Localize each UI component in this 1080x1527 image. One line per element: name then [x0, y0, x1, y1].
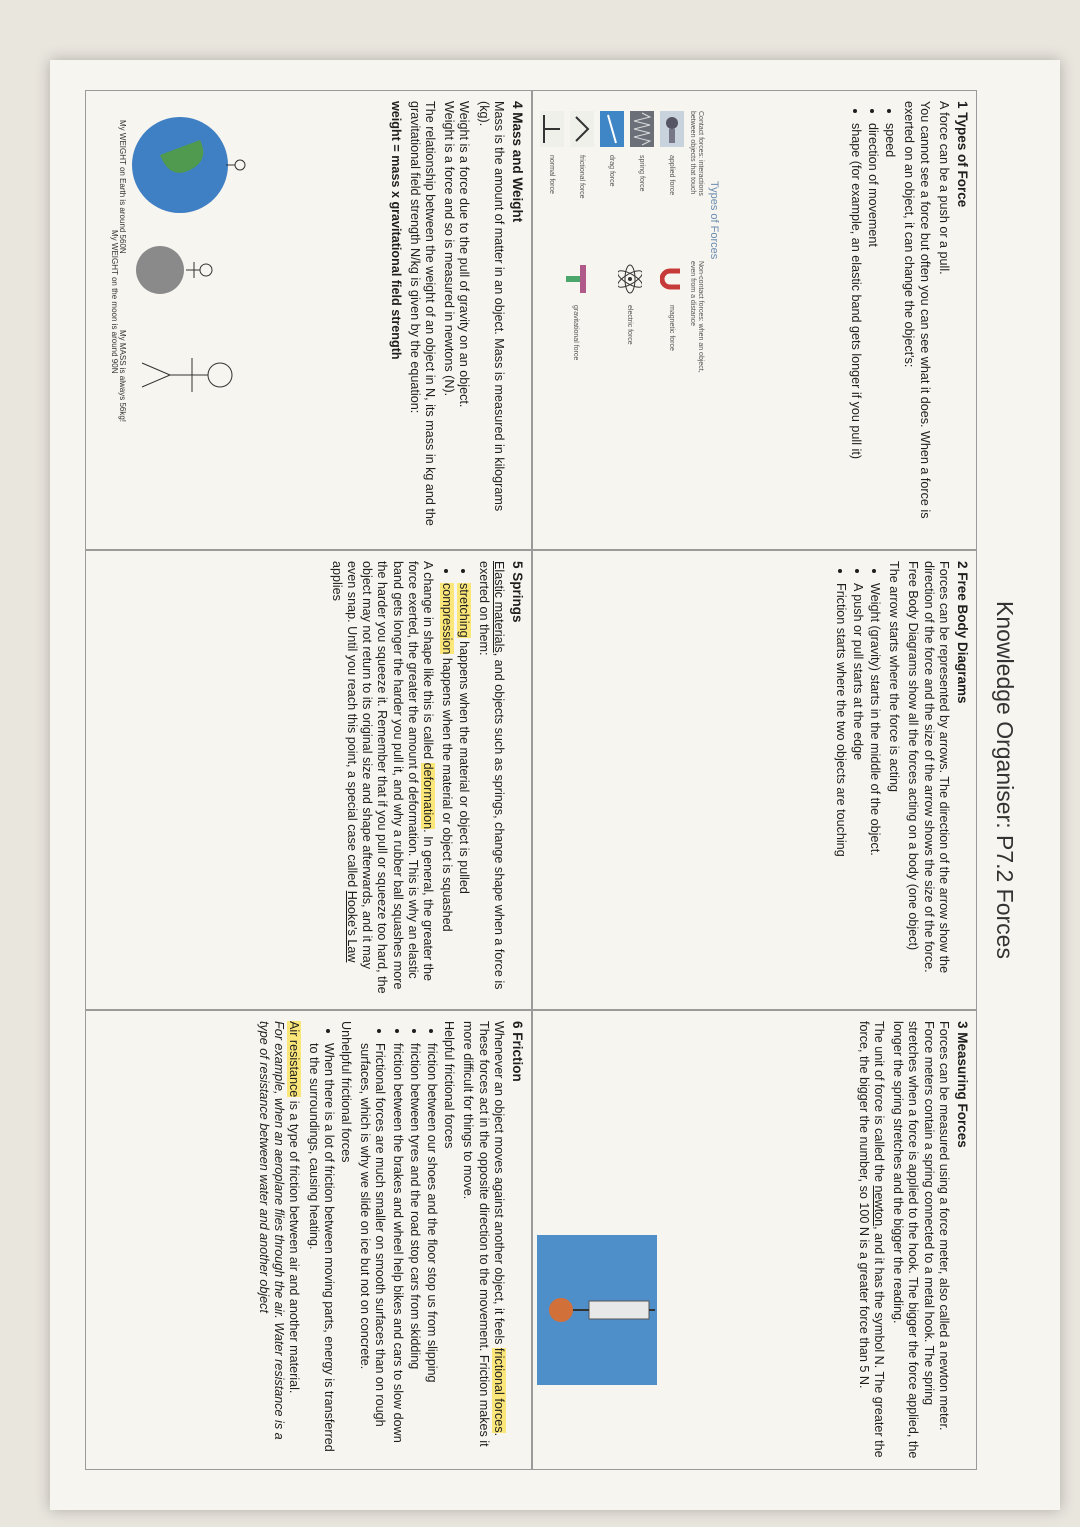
list-item: • direction of movement — [865, 123, 880, 539]
frictional-forces-term: frictional forces — [491, 1347, 506, 1433]
air-resistance-text — [286, 1021, 301, 1459]
person-on-moon-icon — [186, 262, 212, 278]
unit-text — [856, 1021, 886, 1459]
section-heading: 2 Free Body Diagrams — [955, 561, 970, 704]
hookes-law-term: Hooke's Law — [344, 890, 359, 963]
section-heading: 1 Types of Force — [955, 101, 970, 208]
atom-icon — [618, 261, 642, 297]
deformation-term: deformation — [420, 762, 435, 830]
applied-force-icon — [660, 111, 684, 147]
section-heading: 4 Mass and Weight — [510, 101, 525, 223]
unhelpful-heading: Unhelpful frictional forces — [338, 1021, 353, 1163]
contact-row-normal — [536, 111, 564, 251]
gravity-icon — [564, 261, 588, 297]
contact-row-applied — [656, 111, 684, 251]
body-text: Forces can be represented by arrows. The direction of the arrow show the direction of the force and the size of the arrow shows the size of the force. Free Body Diagrams show all the forces acting on a body (one object) — [906, 561, 951, 974]
text-run: Whenever an object moves against another object, it feels — [491, 1021, 506, 1348]
weight-equation: weight = mass x gravitational field strength — [388, 101, 403, 360]
section-heading: 5 Springs — [510, 561, 525, 623]
drag-force-icon — [600, 111, 624, 147]
moon-weight-label: My WEIGHT on the moon is around 90N — [110, 230, 119, 374]
section-types-of-force — [532, 90, 977, 550]
chart-label: gravitational force — [572, 305, 579, 361]
mass-label: My MASS is always 56kg! — [118, 330, 127, 423]
weight-text-1: Weight is a force due to the pull of gravity on an object. — [457, 101, 472, 408]
section-free-body-diagrams — [532, 550, 977, 1010]
mass-text: Mass is the amount of matter in an object. Mass is measured in kilograms (kg). — [476, 101, 506, 512]
newton-term: newton — [871, 1185, 886, 1227]
list-item: • friction between the brakes and wheel help bikes and cars to slow down — [389, 1043, 404, 1459]
chart-label: applied force — [668, 155, 675, 196]
noncontact-row-gravity — [560, 261, 588, 401]
list-item: • When there is a lot of friction between moving parts, energy is transferred to the surroundings, causing heating. — [305, 1043, 335, 1459]
text-run: applies — [329, 561, 344, 601]
mass-weight-illustration — [100, 110, 270, 430]
chart-label: drag force — [608, 155, 615, 187]
effects-list — [848, 101, 898, 539]
relation-text: The relationship between the weight of an object in N, its mass in kg and the gravitational field strength N/kg is given by the equation: — [407, 101, 437, 526]
chart-label: frictional force — [578, 155, 585, 199]
unhelpful-list — [305, 1021, 335, 1459]
chart-label: electric force — [626, 305, 633, 345]
air-resistance-term: Air resistance — [287, 1021, 302, 1098]
deformation-text — [329, 561, 435, 999]
arrow-text: The arrow starts where the force is acting — [887, 561, 902, 792]
text-run: . These forces act in the opposite direction to the movement. Friction makes it more difficult for things to move. — [461, 1021, 506, 1447]
landscape-page — [85, 90, 1025, 1470]
normal-force-icon — [540, 111, 564, 147]
force-meter-image — [537, 1235, 657, 1385]
elastic-term: Elastic materials — [491, 561, 506, 653]
text-run: The unit of force is called the — [871, 1021, 886, 1186]
weight-text-2: Weight is a force and so is measured in newtons (N). — [442, 101, 457, 397]
frictional-force-icon — [570, 111, 594, 147]
person-icon — [142, 358, 232, 392]
intro-text: A force can be a push or a pull. — [936, 101, 951, 275]
section-heading: 6 Friction — [510, 1021, 525, 1082]
text-run: , and it has the symbol N. The greater the force, the bigger the number, so 100 N is a greater force than 5 N. — [856, 1021, 886, 1458]
text-run: . In general, the greater the force exerted, the greater the amount of deformation. This is why an elastic band gets longer the harder you pull it, and why a rubber ball squashes more the harder you squeeze it. Remember that if you pull or squeeze too hard, the object may not return to its original size and shape afterwards, and it may even snap. Until you reach this point, a special case called — [344, 561, 435, 994]
list-item: • Frictional forces are much smaller on smooth surfaces than on rough surfaces, which is why we slide on ice but not on concrete. — [357, 1043, 387, 1459]
compression-term: compression — [440, 583, 455, 655]
noncontact-row-magnetic — [656, 261, 684, 401]
list-item: • friction between tyres and the road stop cars from skidding — [407, 1043, 422, 1459]
paper-sheet — [50, 60, 1060, 1510]
body-text: Forces can be measured using a force meter, also called a newton meter. Force meters contain a spring connected to a metal hook. The spring stretches when a force is applied to the hook. The bigger the force applied, the longer the spring stretches and the bigger the reading. — [891, 1021, 951, 1459]
page-title: Knowledge Organiser: P7.2 Forces — [992, 601, 1018, 959]
contact-row-friction — [566, 111, 594, 251]
noncontact-heading: Non-contact forces: when an object, even from a distance — [689, 261, 704, 373]
text-run: A change in shape like this is called — [420, 561, 435, 763]
person-on-earth-icon — [226, 160, 245, 170]
noncontact-row-electric — [614, 261, 642, 401]
text-run: happens when the material or object is squashed — [440, 654, 455, 932]
chart-title: Types of Forces — [708, 181, 720, 260]
chart-label: magnetic force — [668, 305, 675, 351]
list-item: • A push or pull starts at the edge — [850, 583, 865, 999]
text-run: , and objects such as springs, change shape when a force is exerted on them: — [476, 561, 506, 990]
section-springs — [85, 550, 532, 1010]
text-run: happens when the material or object is pulled — [457, 637, 472, 894]
list-item: • Friction starts where the two objects are touching — [832, 583, 847, 999]
helpful-heading: Helpful frictional forces — [442, 1021, 457, 1149]
list-item: • speed — [882, 123, 897, 539]
section-heading: 3 Measuring Forces — [955, 1021, 970, 1148]
list-item: • friction between our shoes and the floor stop us from slipping — [424, 1043, 439, 1459]
list-item — [456, 583, 471, 999]
list-item: • shape (for example, an elastic band gets longer if you pull it) — [848, 123, 863, 539]
example-text: For example, when an aeroplane flies through the air. Water resistance is a type of resistance between water and another object — [256, 1021, 287, 1440]
intro-text — [460, 1021, 506, 1459]
intro-text — [475, 561, 505, 999]
list-item — [439, 583, 454, 999]
chart-label: normal force — [548, 155, 555, 194]
earth-weight-label: My WEIGHT on Earth is around 560N — [118, 120, 127, 254]
text-run: is a type of friction between air and another material. — [287, 1097, 302, 1394]
chart-label: spring force — [638, 155, 645, 192]
spring-force-icon — [630, 111, 654, 147]
section-friction — [85, 1010, 532, 1470]
body-text: You cannot see a force but often you can see what it does. When a force is exerted on an object, it can change the object's: — [902, 101, 932, 519]
contact-row-drag — [596, 111, 624, 251]
moon-icon — [136, 246, 184, 294]
arrow-list — [832, 561, 882, 999]
types-of-forces-chart — [538, 111, 718, 411]
magnet-icon — [660, 261, 684, 297]
helpful-list — [357, 1021, 439, 1459]
stretching-term: stretching — [457, 583, 472, 638]
deformation-list — [439, 561, 471, 999]
list-item: • Weight (gravity) starts in the middle of the object. — [867, 583, 882, 999]
contact-row-spring — [626, 111, 654, 251]
contact-heading: Contact forces: interactions between objects that touch — [689, 111, 704, 196]
